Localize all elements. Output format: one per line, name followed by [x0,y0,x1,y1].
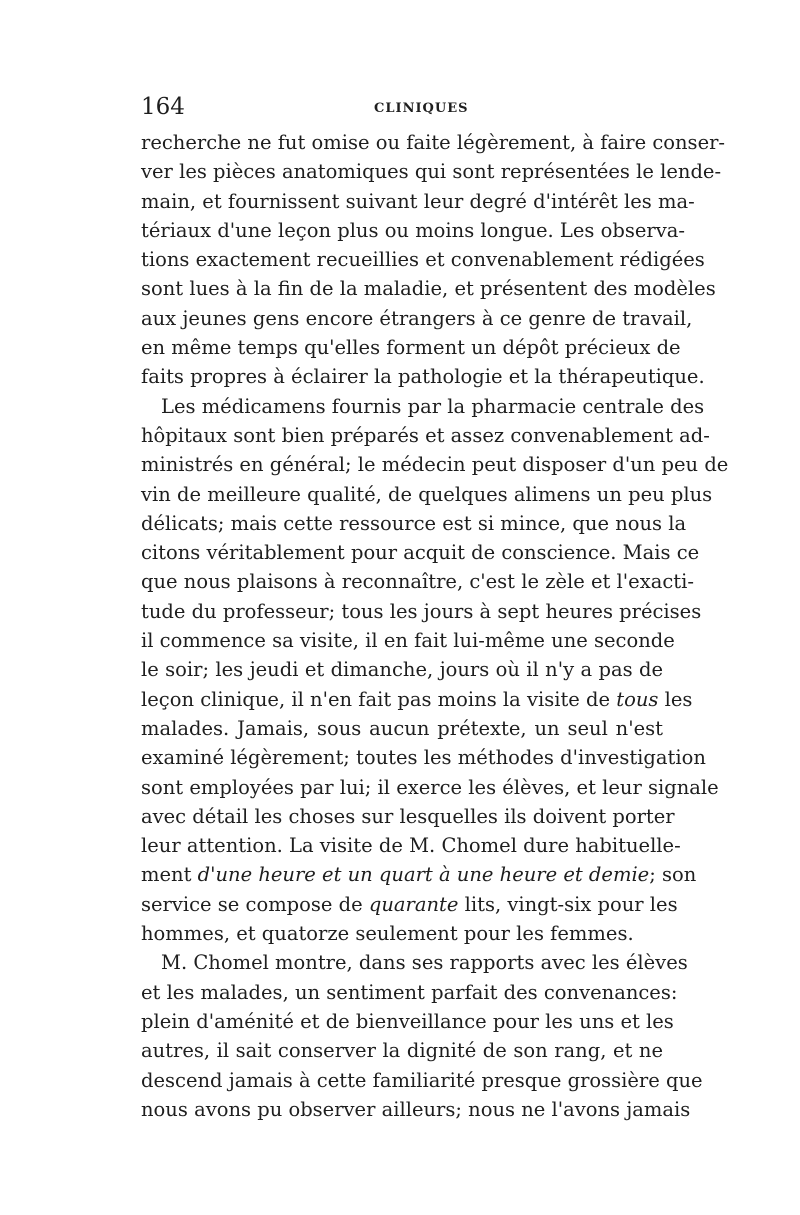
text-line: et les malades, un sentiment parfait des convenances: [141,980,678,1004]
text-line: tions exactement recueillies et convenablement rédigées [141,248,705,272]
text-line: sont lues à la fin de la maladie, et présentent des modèles [141,277,716,301]
text-line: aux jeunes gens encore étrangers à ce genre de travail, [141,306,693,330]
text-line: tude du professeur; tous les jours à sept heures précises [141,599,702,623]
text-line: il commence sa visite, il en fait lui-même une seconde [141,629,675,653]
text-line: descend jamais à cette familiarité presque grossière que [141,1068,703,1092]
text-line: examiné légèrement; toutes les méthodes d'investigation [141,746,706,770]
running-head: CLINIQUES [374,101,469,116]
text-line: autres, il sait conserver la dignité de son rang, et ne [141,1039,663,1063]
paragraph-start-line: Les médicamens fournis par la pharmacie centrale des [161,394,705,418]
text-line: malades. Jamais, sous aucun prétexte, un seul n'est [141,716,663,740]
text-line: ministrés en général; le médecin peut disposer d'un peu de [141,453,729,477]
text-line: hôpitaux sont bien préparés et assez convenablement ad- [141,423,710,447]
paragraph-start-line: M. Chomel montre, dans ses rapports avec les élèves [161,951,688,975]
text-line: avec détail les choses sur lesquelles ils doivent porter [141,804,675,828]
text-line: nous avons pu observer ailleurs; nous ne l'avons jamais [141,1097,691,1121]
text-line: leçon clinique, il n'en fait pas moins la visite de tous les [141,687,693,711]
text-line: ment d'une heure et un quart à une heure et demie; son [141,863,697,887]
text-line: leur attention. La visite de M. Chomel dure habituelle- [141,834,681,858]
page-header [141,94,663,124]
text-line: tériaux d'une leçon plus ou moins longue. Les observa- [141,218,685,242]
text-line: service se compose de quarante lits, vingt-six pour les [141,892,678,916]
text-line: plein d'aménité et de bienveillance pour les uns et les [141,1009,674,1033]
text-line: hommes, et quatorze seulement pour les femmes. [141,922,634,946]
text-line: sont employées par lui; il exerce les élèves, et leur signale [141,775,719,799]
text-line: ver les pièces anatomiques qui sont représentées le lende- [141,160,722,184]
text-line: citons véritablement pour acquit de conscience. Mais ce [141,541,700,565]
text-line: vin de meilleure qualité, de quelques alimens un peu plus [141,482,713,506]
text-line: délicats; mais cette ressource est si mince, que nous la [141,511,687,535]
text-line: que nous plaisons à reconnaître, c'est le zèle et l'exacti- [141,570,694,594]
text-line: le soir; les jeudi et dimanche, jours où il n'y a pas de [141,658,663,682]
text-line: en même temps qu'elles forment un dépôt précieux de [141,336,681,360]
text-line: recherche ne fut omise ou faite légèrement, à faire conser- [141,131,726,154]
text-line: main, et fournissent suivant leur degré d'intérêt les ma- [141,189,695,213]
text-line: faits propres à éclairer la pathologie et la thérapeutique. [141,365,705,389]
body-text [141,128,729,1124]
page-number: 164 [141,94,185,120]
